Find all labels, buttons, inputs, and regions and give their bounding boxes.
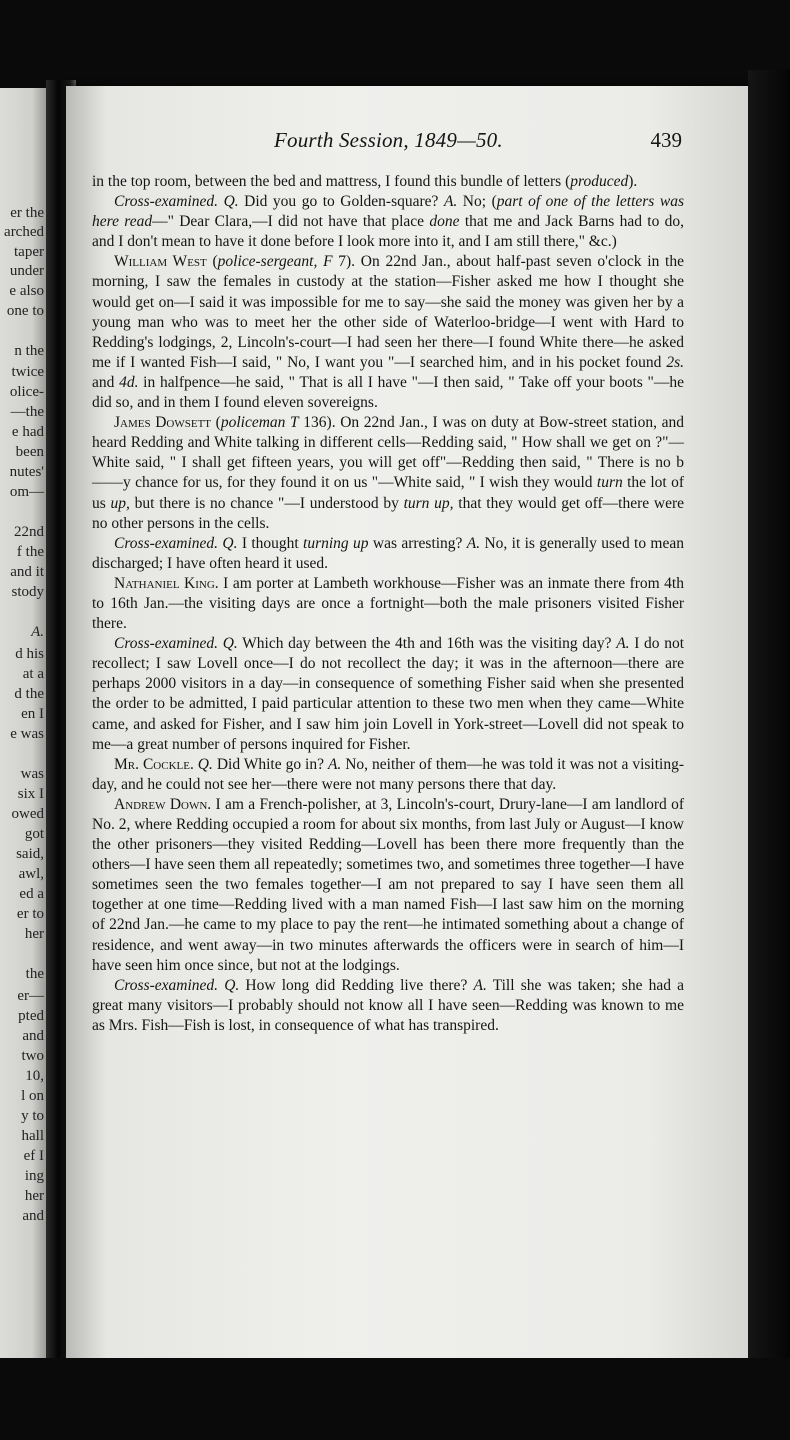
text-run: A. [616, 635, 630, 653]
facing-page-fragment: y to [21, 1108, 44, 1124]
paragraph [92, 413, 684, 534]
facing-page-fragment: and [22, 1028, 44, 1044]
text-run: 2s. [666, 353, 684, 371]
text-run: ). [628, 173, 638, 190]
speaker-name: William West [114, 253, 207, 271]
text-run: 7). On 22nd Jan., about half-past seven o'clock in the morning, I saw the females in custody at the station—Fisher asked me how I thought she would get on—I said it was impossible for me to say—she said the money was given her by a young man who was to meet her the other side of Waterloo-bridge—I went with Hard to Redding's lodgings, 2, Lincoln's-court—I had seen her there—I found White there—he asked me if I wanted Fish—I said, " No, I want you "—I searched him, and in his pocket found [92, 253, 684, 371]
running-head: Fourth Session, 1849—50. [274, 128, 503, 152]
text-run: No; ( [457, 193, 497, 211]
facing-page-fragment: l on [21, 1088, 44, 1104]
facing-page-fragment: the [25, 966, 44, 982]
facing-page-fragment: d the [14, 686, 44, 702]
scan-background-bottom [0, 1358, 790, 1440]
speaker-name: Andrew Down. [114, 795, 212, 813]
facing-page-fragment: 10, [25, 1068, 44, 1084]
facing-page-fragment: om— [9, 484, 44, 500]
paragraph [92, 534, 684, 574]
paragraph [92, 192, 684, 252]
facing-page-fragment: er to [16, 906, 44, 922]
text-run: policeman T [220, 414, 299, 432]
text-run: Q. [193, 755, 213, 773]
facing-page-fragment: arched [4, 224, 44, 240]
text-run: A. [473, 976, 487, 994]
text-run: How long did Redding live there? [239, 976, 474, 994]
text-run: but there is no chance "—I understood by [129, 494, 404, 512]
text-run: Did White go in? [212, 755, 328, 773]
text-run: Till she was taken; she had a great many visitors—I probably should not know all I have seen—Redding was known to me as Mrs. Fish—Fish is lost, in consequence of what has transpired. [92, 976, 685, 1034]
text-run: in the top room, between the bed and mattress, I found this bundle of letters ( [92, 173, 571, 190]
facing-page-fragment: e was [10, 726, 44, 742]
paragraph [92, 172, 684, 192]
facing-page-fragment: olice- [9, 384, 44, 400]
body-text [92, 172, 684, 1036]
speaker-name: James Dowsett [114, 414, 212, 432]
text-run: turning up [303, 534, 369, 552]
facing-page-fragment: A. [31, 624, 44, 640]
facing-page-fragment: en I [21, 706, 44, 722]
text-run: A. [466, 534, 481, 552]
text-run: Cross-examined. [114, 193, 219, 211]
text-run: A. [443, 193, 458, 211]
text-run: turn up, [403, 494, 454, 512]
facing-page-fragment: at a [22, 666, 44, 682]
paragraph [92, 252, 684, 413]
text-run: that they would get off—there were no other persons in the cells. [92, 494, 685, 532]
facing-page-fragment: said, [16, 846, 44, 862]
speaker-name: Mr. Cockle. [114, 755, 194, 773]
text-run: part of one of the letters was here read [92, 193, 684, 231]
facing-page-fragment: 22nd [14, 524, 44, 540]
text-run: was arresting? [368, 534, 467, 552]
facing-page-fragment: her [24, 926, 44, 942]
text-run: Which day between the 4th and 16th was the visiting day? [237, 635, 617, 653]
text-run: I thought [237, 534, 304, 552]
facing-page-fragment: twice [11, 364, 44, 380]
facing-page-fragment: awl, [18, 866, 44, 882]
facing-page-fragment: and [22, 1208, 44, 1224]
facing-page-fragment: two [21, 1048, 44, 1064]
text-run: in halfpence—he said, " That is all I have "—I then said, " Take off your boots "—he did so, and in them I found eleven sovereigns. [92, 373, 684, 412]
text-run: up, [110, 494, 130, 512]
text-run: 136). On 22nd Jan., I was on duty at Bow-street station, and heard Redding and White talking in different cells—Redding said, " How shall we get on ?"—White said, " I shall get fifteen years, you will get off"—Redding then said, " There is no b——y chance for us, for they found it on us "—White said, " I wish they would [92, 414, 685, 492]
text-run: and [92, 373, 120, 391]
text-run: that me and Jack Barns had to do, and I don't mean to have it done before I look more into it, and I am still there," &c.) [92, 213, 684, 251]
text-run: Q. [218, 534, 238, 552]
text-run: No, neither of them—he was told it was not a visiting-day, and he could not see her—there were not many persons there that day. [92, 755, 684, 793]
facing-page-fragment: ed a [19, 886, 44, 902]
facing-page-fragment: —the [10, 404, 44, 420]
facing-page-edge [0, 88, 46, 1358]
facing-page-fragment: n the [14, 343, 44, 359]
text-run: Cross-examined. [114, 976, 219, 994]
facing-page-fragment: was [20, 766, 44, 782]
facing-page-fragment: got [24, 826, 44, 842]
paragraph [92, 976, 684, 1036]
speaker-name: Nathaniel King. [114, 574, 219, 592]
text-run: ( [211, 414, 221, 432]
text-run: done [429, 213, 460, 231]
facing-page-fragment: under [9, 263, 44, 279]
facing-page-fragment: one to [6, 303, 44, 319]
text-run: the lot of us [92, 474, 684, 512]
facing-page-fragment: er the [10, 205, 44, 221]
text-run: Q. [218, 635, 238, 653]
text-run: I do not recollect; I saw Lovell once—I do not recollect the day; it was in the afternoon—there are perhaps 2000 visitors in a day—in consequence of something Fisher said when she presented the order to be admitted, I paid particular attention to these two men when they came—White came, and asked for Fisher, and I saw him join Lovell in York-street—Lovell did not speak to me—a great number of persons inquired for Fisher. [92, 635, 685, 753]
facing-page-fragment: d his [15, 646, 44, 662]
scan-background-right [748, 70, 790, 1370]
facing-page-fragment: her [24, 1188, 44, 1204]
text-run: —" Dear Clara,—I did not have that place [152, 213, 430, 231]
text-run: A. [327, 755, 342, 773]
text-run: Q. [218, 976, 240, 994]
text-run: Cross-examined. [114, 534, 219, 552]
facing-page-fragment: nutes' [9, 464, 44, 480]
facing-page-fragment: er— [17, 988, 44, 1004]
text-run: I am porter at Lambeth workhouse—Fisher was an inmate there from 4th to 16th Jan.—the visiting days are once a fortnight—both the male prisoners visited Fisher there. [92, 574, 684, 633]
text-run: I am a French-polisher, at 3, Lincoln's-court, Drury-lane—I am landlord of No. 2, where Redding occupied a room for about six months, from last July or August—I know the other prisoners—they visited Redding—Lovell has been there more frequently than the others—I have seen them all repeatedly; sometimes two, and sometimes three together—I have sometimes seen the two females together—I am not prepared to say I have seen them all together at one time—Redding lived with a man named Fish—I last saw him on the morning of 22nd Jan.—he came to my place to pay the rent—he intimated something about a change of residence, and went away—in two minutes afterwards the officers were in search of him—I have seen him once since, but not at the lodgings. [92, 795, 684, 974]
text-run: turn [596, 474, 623, 492]
text-run: Q. [218, 193, 239, 211]
facing-page-fragment: e had [11, 424, 44, 440]
text-run: 4d. [119, 373, 139, 391]
text-run: Did you go to Golden-square? [238, 193, 444, 211]
text-run: Cross-examined. [114, 635, 219, 653]
facing-page-fragment: been [15, 444, 44, 460]
facing-page-fragment: e also [9, 283, 44, 299]
facing-page-fragment: ing [24, 1168, 44, 1184]
paragraph [92, 795, 684, 976]
facing-page-fragment: stody [11, 584, 44, 600]
paragraph [92, 755, 684, 795]
facing-page-fragment: owed [11, 806, 44, 822]
text-run: No, it is generally used to mean discharged; I have often heard it used. [92, 534, 684, 572]
page-number: 439 [650, 128, 682, 152]
paragraph [92, 574, 684, 634]
facing-page-fragment: pted [18, 1008, 44, 1024]
paragraph [92, 634, 684, 755]
facing-page-fragment: six I [17, 786, 44, 802]
facing-page-fragment: taper [14, 244, 44, 260]
facing-page-fragment: f the [16, 544, 44, 560]
text-run: police-sergeant, F [217, 253, 333, 271]
facing-page-fragment: ef I [23, 1148, 44, 1164]
facing-page-fragment: hall [21, 1128, 44, 1144]
page-header [96, 128, 686, 158]
text-run: produced [570, 173, 629, 190]
text-run: ( [206, 253, 218, 271]
facing-page-fragment: and it [10, 564, 44, 580]
